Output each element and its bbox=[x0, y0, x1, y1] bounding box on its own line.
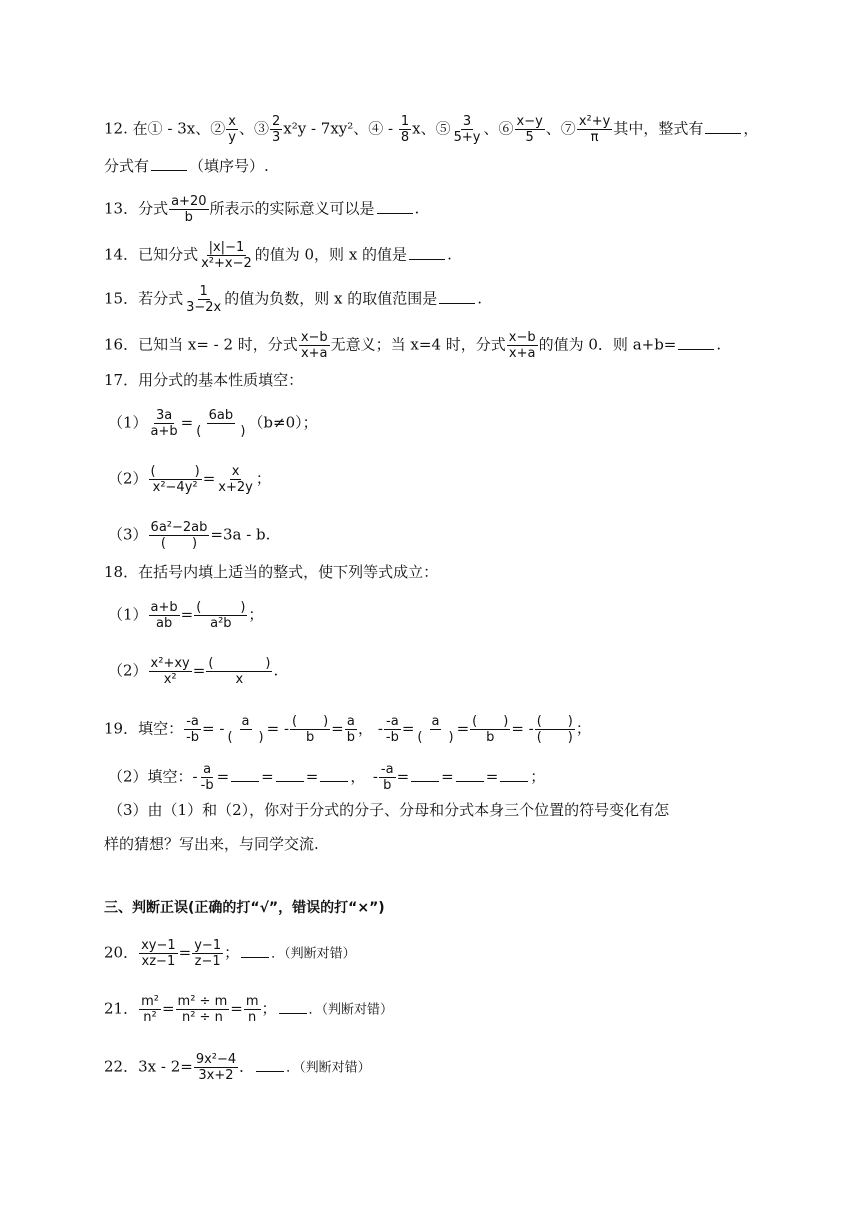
fraction: $\frac{\text{x²+y}}{\pi}$ bbox=[578, 114, 611, 145]
q18-text: 18．在括号内填上适当的整式，使下列等式成立： bbox=[104, 563, 439, 581]
fraction: $\frac{3}{5+y}$ bbox=[453, 114, 481, 145]
q17-text: （b≠0）； bbox=[248, 413, 318, 432]
q12-text: 分式有 bbox=[104, 157, 150, 175]
question-19-part-3-line-2 bbox=[104, 834, 319, 854]
answer-blank[interactable] bbox=[439, 289, 475, 304]
q19-text: （3）由（1）和（2），你对于分式的分子、分母和分式本身三个位置的符号变化有怎 bbox=[108, 801, 670, 819]
fraction: $\frac{1}{8}$ bbox=[400, 114, 410, 145]
q16-text: 16．已知当 x= - 2 时，分式 bbox=[104, 335, 298, 354]
q16-text: 无意义；当 x=4 时，分式 bbox=[330, 335, 506, 354]
q17-text: =3a - b. bbox=[210, 525, 271, 544]
q22-text: ． bbox=[239, 1057, 255, 1076]
fraction: $\frac{1}{3-2x}$ bbox=[186, 284, 222, 315]
section-heading-text: 三、判断正误(正确的打“√”，错误的打“×”) bbox=[104, 900, 385, 916]
q19-text: ， - bbox=[350, 767, 378, 786]
answer-blank[interactable] bbox=[151, 156, 187, 171]
q19-text: ； bbox=[530, 767, 546, 786]
q18-text: ； bbox=[248, 605, 264, 624]
fraction: $\frac{a}{( )}$ bbox=[227, 714, 264, 745]
q12-text: 、⑦ bbox=[545, 119, 576, 138]
equals-sign: = bbox=[161, 999, 175, 1018]
answer-blank[interactable] bbox=[276, 767, 304, 782]
answer-blank[interactable] bbox=[500, 767, 528, 782]
q18-text: . bbox=[273, 661, 279, 680]
fraction: $\frac{x-y}{5}$ bbox=[516, 114, 543, 145]
fraction: $\frac{-a}{-b}$ bbox=[385, 714, 399, 745]
q12-text: （填序号）. bbox=[189, 157, 269, 175]
q12-text: 、③ bbox=[238, 119, 269, 138]
q12-text: 、⑥ bbox=[483, 119, 514, 138]
fraction: $\frac{x}{x+2y}$ bbox=[218, 464, 253, 495]
answer-blank[interactable] bbox=[377, 199, 413, 214]
q12-text: ， bbox=[743, 119, 759, 138]
fraction: $\frac{xy-1}{xz-1}$ bbox=[141, 938, 176, 969]
fraction: $\frac{\text{m²}}{\text{n²}}$ bbox=[141, 994, 159, 1025]
q14-text: 14．已知分式 bbox=[104, 245, 199, 264]
answer-blank[interactable] bbox=[678, 335, 714, 350]
q15-text: . bbox=[477, 289, 483, 308]
equals-sign: = bbox=[180, 413, 194, 432]
answer-blank[interactable] bbox=[705, 119, 741, 134]
q12-text: 其中，整式有 bbox=[613, 119, 704, 138]
q12-text: x、⑤ bbox=[412, 119, 451, 138]
answer-blank[interactable] bbox=[320, 767, 348, 782]
q22-note: ．（判断对错） bbox=[286, 1060, 371, 1076]
q21-text: ； bbox=[261, 999, 277, 1018]
answer-blank[interactable] bbox=[231, 767, 259, 782]
question-14 bbox=[104, 240, 452, 271]
fraction: $\frac{\text{m² ÷ m}}{\text{n² ÷ n}}$ bbox=[177, 994, 228, 1025]
q15-text: 的值为负数，则 x 的取值范围是 bbox=[224, 289, 438, 308]
fraction: $\frac{a}{( )}$ bbox=[417, 714, 454, 745]
fraction: $\frac{( )}{x}$ bbox=[208, 656, 271, 687]
fraction: $\frac{( )}{b}$ bbox=[472, 714, 509, 745]
q19-text: ， bbox=[358, 719, 374, 738]
fraction: $\frac{m}{n}$ bbox=[245, 994, 259, 1025]
fraction: $\frac{2}{3}$ bbox=[271, 114, 281, 145]
question-15 bbox=[104, 284, 482, 315]
q19-text: ； bbox=[575, 719, 591, 738]
question-13 bbox=[104, 194, 419, 225]
q12-text: 12. 在① - 3x、② bbox=[104, 119, 226, 138]
fraction: $\frac{a+b}{ab}$ bbox=[150, 600, 178, 631]
q19-text: = - bbox=[202, 719, 225, 738]
answer-blank[interactable] bbox=[279, 999, 307, 1014]
fraction: $\frac{|x|-1}{\text{x²+x−2}}$ bbox=[201, 240, 252, 271]
q16-text: . bbox=[716, 335, 722, 354]
answer-blank[interactable] bbox=[409, 245, 445, 260]
equals-sign: = bbox=[441, 767, 454, 786]
equals-sign: = bbox=[401, 719, 415, 738]
fraction: $\frac{( )}{\text{a²b}}$ bbox=[196, 600, 246, 631]
fraction: $\frac{a}{b}$ bbox=[346, 714, 356, 745]
answer-blank[interactable] bbox=[456, 767, 484, 782]
fraction: $\frac{\text{6a²−2ab}}{( )}$ bbox=[150, 520, 208, 551]
equals-sign: = bbox=[202, 469, 216, 488]
equals-sign: = bbox=[192, 661, 206, 680]
question-18-head bbox=[104, 562, 438, 582]
section-title bbox=[104, 898, 385, 918]
question-18-part-2 bbox=[108, 656, 278, 687]
fraction: $\frac{( )}{b}$ bbox=[292, 714, 329, 745]
fraction: $\frac{y-1}{z-1}$ bbox=[194, 938, 222, 969]
fraction: $\frac{x}{y}$ bbox=[228, 114, 236, 145]
fraction: $\frac{3a}{a+b}$ bbox=[150, 408, 178, 439]
q19-text: 19．填空： bbox=[104, 719, 184, 738]
part-label: （1） bbox=[108, 413, 148, 432]
fraction: $\frac{\text{x²+xy}}{\text{x²}}$ bbox=[150, 656, 190, 687]
q19-text: - bbox=[377, 719, 383, 738]
answer-blank[interactable] bbox=[241, 943, 269, 958]
fraction: $\frac{x-b}{x+a}$ bbox=[300, 330, 328, 361]
q19-text: = - bbox=[511, 719, 534, 738]
q15-text: 15．若分式 bbox=[104, 289, 184, 308]
q22-text: 22．3x - 2= bbox=[104, 1057, 193, 1076]
part-label: （3） bbox=[108, 525, 148, 544]
q20-text: 20． bbox=[104, 943, 139, 962]
fraction: $\frac{( )}{\text{x²−4y²}}$ bbox=[150, 464, 200, 495]
q21-text: 21． bbox=[104, 999, 139, 1018]
question-17-head bbox=[104, 370, 303, 390]
question-21 bbox=[104, 994, 393, 1025]
q19-text: （2）填空： bbox=[108, 767, 193, 786]
equals-sign: = bbox=[456, 719, 470, 738]
q12-text: x²y - 7xy²、④ - bbox=[283, 119, 398, 138]
q17-text: ； bbox=[255, 469, 271, 488]
question-12-line-2 bbox=[104, 156, 269, 176]
equals-sign: = bbox=[230, 999, 243, 1018]
question-19-part-3-line-1 bbox=[108, 800, 669, 820]
fraction: $\frac{a}{-b}$ bbox=[200, 762, 214, 793]
equals-sign: = bbox=[261, 767, 274, 786]
q19-text: - bbox=[192, 767, 198, 786]
fraction: $\frac{a+20}{b}$ bbox=[171, 194, 207, 225]
question-17-part-3 bbox=[108, 520, 270, 551]
fraction: $\frac{( )}{( )}$ bbox=[536, 714, 573, 745]
fraction: $\frac{6ab}{( )}$ bbox=[196, 408, 246, 439]
q16-text: 的值为 0．则 a+b= bbox=[538, 335, 677, 354]
question-18-part-1 bbox=[108, 600, 263, 631]
answer-blank[interactable] bbox=[411, 767, 439, 782]
fraction: $\frac{-a}{b}$ bbox=[380, 762, 394, 793]
q20-note: ．（判断对错） bbox=[271, 946, 356, 962]
question-16 bbox=[104, 330, 721, 361]
fraction: $\frac{\text{9x²−4}}{3x+2}$ bbox=[195, 1052, 237, 1083]
q13-text: 13．分式 bbox=[104, 199, 169, 218]
q14-text: . bbox=[447, 245, 452, 264]
equals-sign: = bbox=[305, 767, 319, 786]
question-12-line-1 bbox=[104, 114, 758, 145]
q20-text: ； bbox=[224, 943, 240, 962]
q21-note: ．（判断对错） bbox=[308, 1002, 394, 1018]
answer-blank[interactable] bbox=[256, 1057, 284, 1072]
question-19-part-1 bbox=[104, 714, 591, 745]
question-17-part-2 bbox=[108, 464, 271, 495]
part-label: （2） bbox=[108, 661, 148, 680]
q19-text: 样的猜想？写出来，与同学交流. bbox=[104, 835, 319, 853]
q14-text: 的值为 0，则 x 的值是 bbox=[254, 245, 408, 264]
part-label: （2） bbox=[108, 469, 148, 488]
question-22 bbox=[104, 1052, 371, 1083]
equals-sign: = bbox=[180, 605, 194, 624]
equals-sign: = bbox=[485, 767, 499, 786]
fraction: $\frac{x-b}{x+a}$ bbox=[508, 330, 536, 361]
q13-text: 所表示的实际意义可以是 bbox=[209, 199, 375, 218]
q17-text: 17．用分式的基本性质填空： bbox=[104, 371, 304, 389]
q19-text: = - bbox=[266, 719, 290, 738]
q13-text: . bbox=[414, 199, 420, 218]
equals-sign: = bbox=[216, 767, 230, 786]
equals-sign: = bbox=[178, 943, 192, 962]
question-20 bbox=[104, 938, 356, 969]
q19-text: = bbox=[331, 719, 344, 738]
question-17-part-1 bbox=[108, 408, 318, 439]
question-19-part-2 bbox=[108, 762, 545, 793]
equals-sign: = bbox=[396, 767, 410, 786]
part-label: （1） bbox=[108, 605, 148, 624]
fraction: $\frac{-a}{-b}$ bbox=[186, 714, 200, 745]
